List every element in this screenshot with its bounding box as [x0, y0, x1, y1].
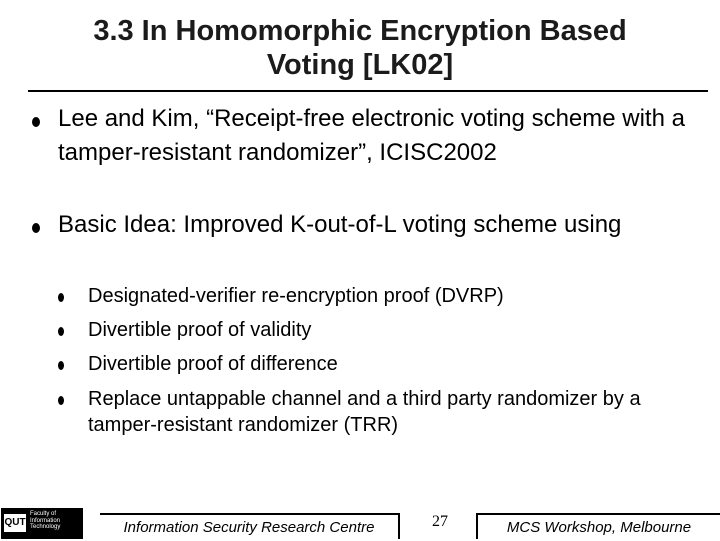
bullet-dot-icon	[58, 327, 64, 336]
footer-event: MCS Workshop, Melbourne	[476, 513, 720, 539]
title-line-1: 3.3 In Homomorphic Encryption Based	[93, 15, 627, 47]
bullet-dot-icon	[32, 223, 40, 233]
bullet-dot-icon	[58, 361, 64, 370]
sub-bullet-item	[88, 386, 713, 438]
bullet-dot-icon	[32, 117, 40, 127]
bullet-dot-icon	[58, 293, 64, 302]
title-line-2: Voting [LK02]	[266, 49, 454, 81]
bullet-item	[58, 208, 708, 242]
bullet-text: Basic Idea: Improved K-out-of-L voting scheme using	[58, 211, 622, 238]
sub-bullet-text: Divertible proof of validity	[88, 319, 312, 341]
sub-bullet-text: Divertible proof of difference	[88, 353, 338, 375]
slide-title	[0, 14, 720, 82]
sub-bullet-item	[88, 283, 713, 309]
slide-footer	[0, 500, 720, 540]
bullet-dot-icon	[58, 396, 64, 405]
sub-bullet-text: Designated-verifier re-encryption proof (DVRP)	[88, 285, 504, 307]
page-number: 27	[432, 513, 448, 530]
bullet-text: Lee and Kim, “Receipt-free electronic voting scheme with a tamper-resistant randomizer”, ICISC2002	[58, 105, 685, 166]
bullet-item	[58, 102, 708, 170]
logo-caption: Faculty of Information Technology	[30, 511, 61, 530]
sub-bullet-item	[88, 351, 713, 377]
logo-mark: QUT	[4, 514, 26, 532]
sub-bullet-item	[88, 317, 713, 343]
title-divider	[28, 90, 708, 92]
sub-bullet-text: Replace untappable channel and a third party randomizer by a tamper-resistant randomizer (TRR)	[88, 388, 641, 436]
qut-logo	[1, 508, 83, 539]
footer-organization: Information Security Research Centre	[100, 513, 400, 539]
